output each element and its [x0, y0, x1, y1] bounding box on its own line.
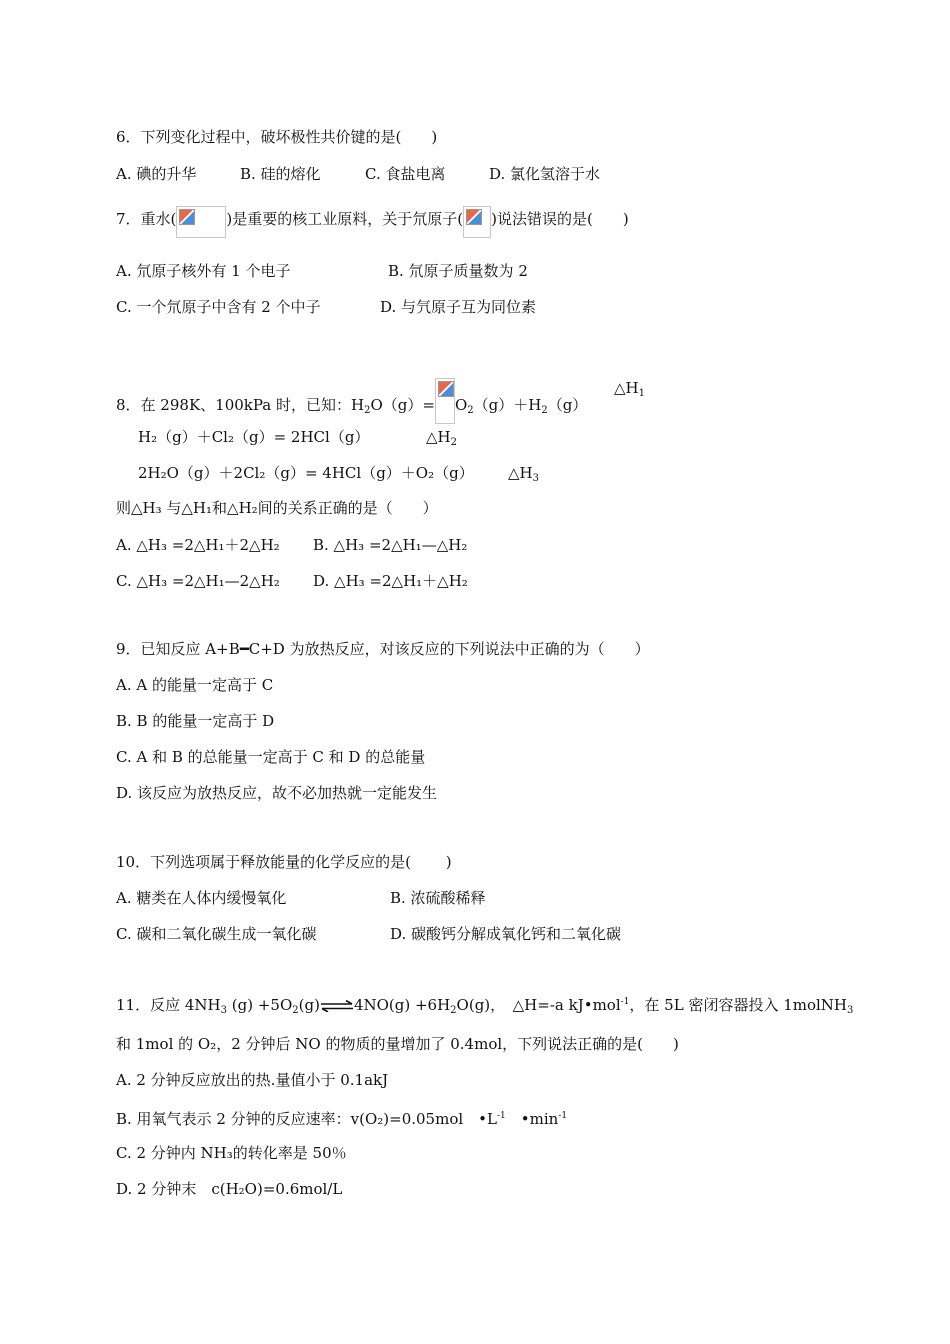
q7-stem [116, 202, 629, 238]
broken-image-icon [463, 206, 491, 238]
q7-stem-part3: )说法错误的是( ) [491, 210, 629, 228]
q11-stem-line2: 和 1mol 的 O₂，2 分钟后 NO 的物质的量增加了 0.4mol，下列说法正确的是( ) [116, 1035, 679, 1053]
q11-stem-line1 [116, 992, 853, 1021]
q8-option-d: D. △H₃ =2△H₁＋△H₂ [313, 572, 468, 590]
q7-option-b: B. 氘原子质量数为 2 [388, 262, 528, 280]
subscript: 2 [467, 405, 474, 416]
subscript: 2 [292, 1005, 299, 1016]
subscript: 1 [638, 388, 645, 399]
subscript: 2 [450, 1005, 457, 1016]
q8-r1-o: O [454, 396, 468, 414]
subscript: 3 [532, 473, 539, 484]
dh-label: △H [508, 464, 533, 482]
subscript: 3 [847, 1005, 854, 1016]
q7-stem-part2: )是重要的核工业原料，关于氘原子( [226, 210, 464, 228]
q8-option-c: C. △H₃ =2△H₁—2△H₂ [116, 572, 280, 590]
q7-option-a: A. 氘原子核外有 1 个电子 [116, 262, 291, 280]
superscript: -1 [620, 997, 630, 1007]
q8-reaction-1 [116, 378, 587, 424]
q11-option-b [116, 1106, 567, 1129]
q8-option-b: B. △H₃ =2△H₁—△H₂ [313, 536, 468, 554]
dh-label: △H [614, 379, 639, 397]
q11-p6: ，在 5L 密闭容器投入 1molNH [629, 996, 848, 1014]
q8-r1-mid: O（g）= [370, 396, 435, 414]
q6-option-b: B. 硅的熔化 [240, 165, 321, 183]
q7-option-d: D. 与氕原子互为同位素 [380, 298, 537, 316]
q11-option-a: A. 2 分钟反应放出的热.量值小于 0.1akJ [116, 1071, 389, 1089]
q8-dh3 [508, 463, 539, 489]
q10-option-a: A. 糖类在人体内缓慢氧化 [116, 889, 287, 907]
q11-b-p2: •min [505, 1110, 559, 1128]
superscript: -1 [496, 1111, 506, 1121]
q8-option-a: A. △H₃ =2△H₁＋2△H₂ [116, 536, 280, 554]
q6-option-d: D. 氯化氢溶于水 [489, 165, 601, 183]
q11-p2: (g) +5O [226, 996, 293, 1014]
q11-p5: O(g)， △H=-a kJ•mol [456, 996, 621, 1014]
q8-r1-rest: （g）＋H [473, 396, 542, 414]
q11-p4: 4NO(g) +6H [353, 996, 451, 1014]
q9-option-b: B. B 的能量一定高于 D [116, 712, 275, 730]
q8-dh2 [426, 427, 457, 453]
q10-stem: 10．下列选项属于释放能量的化学反应的是( ) [116, 853, 452, 871]
q8-reaction-2: H₂（g）＋Cl₂（g）= 2HCl（g） [138, 428, 370, 446]
q10-option-b: B. 浓硫酸稀释 [390, 889, 486, 907]
q11-option-c: C. 2 分钟内 NH₃的转化率是 50％ [116, 1144, 347, 1162]
q11-b-p1: B. 用氧气表示 2 分钟的反应速率：v(O₂)=0.05mol •L [116, 1110, 497, 1128]
q6-option-c: C. 食盐电离 [365, 165, 446, 183]
q9-option-a: A. A 的能量一定高于 C [116, 676, 274, 694]
q8-intro: 8．在 298K、100kPa 时，已知：H [116, 396, 365, 414]
q8-r1-end: （g） [547, 396, 588, 414]
subscript: 2 [364, 405, 371, 416]
q6-option-a: A. 碘的升华 [116, 165, 197, 183]
q10-option-c: C. 碳和二氧化碳生成一氧化碳 [116, 925, 317, 943]
superscript: -1 [558, 1111, 568, 1121]
q8-question: 则△H₃ 与△H₁和△H₂间的关系正确的是（ ） [116, 499, 438, 517]
subscript: 3 [220, 1005, 227, 1016]
broken-image-icon [435, 378, 455, 424]
q8-reaction-3: 2H₂O（g）＋2Cl₂（g）= 4HCl（g）＋O₂（g） [138, 464, 474, 482]
subscript: 2 [450, 437, 457, 448]
subscript: 2 [541, 405, 548, 416]
dh-label: △H [426, 428, 451, 446]
q6-stem: 6．下列变化过程中，破坏极性共价键的是( ) [116, 128, 438, 146]
q8-dh1 [614, 378, 645, 404]
q7-option-c: C. 一个氘原子中含有 2 个中子 [116, 298, 321, 316]
q10-option-d: D. 碳酸钙分解成氧化钙和二氧化碳 [390, 925, 622, 943]
q11-option-d: D. 2 分钟末 c(H₂O)=0.6mol/L [116, 1180, 343, 1198]
q11-p3: (g) [298, 996, 320, 1014]
q9-option-d: D. 该反应为放热反应，故不必加热就一定能发生 [116, 784, 438, 802]
q9-option-c: C. A 和 B 的总能量一定高于 C 和 D 的总能量 [116, 748, 426, 766]
q9-stem: 9．已知反应 A+B━C+D 为放热反应，对该反应的下列说法中正确的为（ ） [116, 640, 650, 658]
equilibrium-arrow-icon [320, 1000, 354, 1012]
broken-image-icon [176, 206, 226, 238]
q7-stem-part1: 7．重水( [116, 210, 177, 228]
q11-p1: 11．反应 4NH [116, 996, 221, 1014]
